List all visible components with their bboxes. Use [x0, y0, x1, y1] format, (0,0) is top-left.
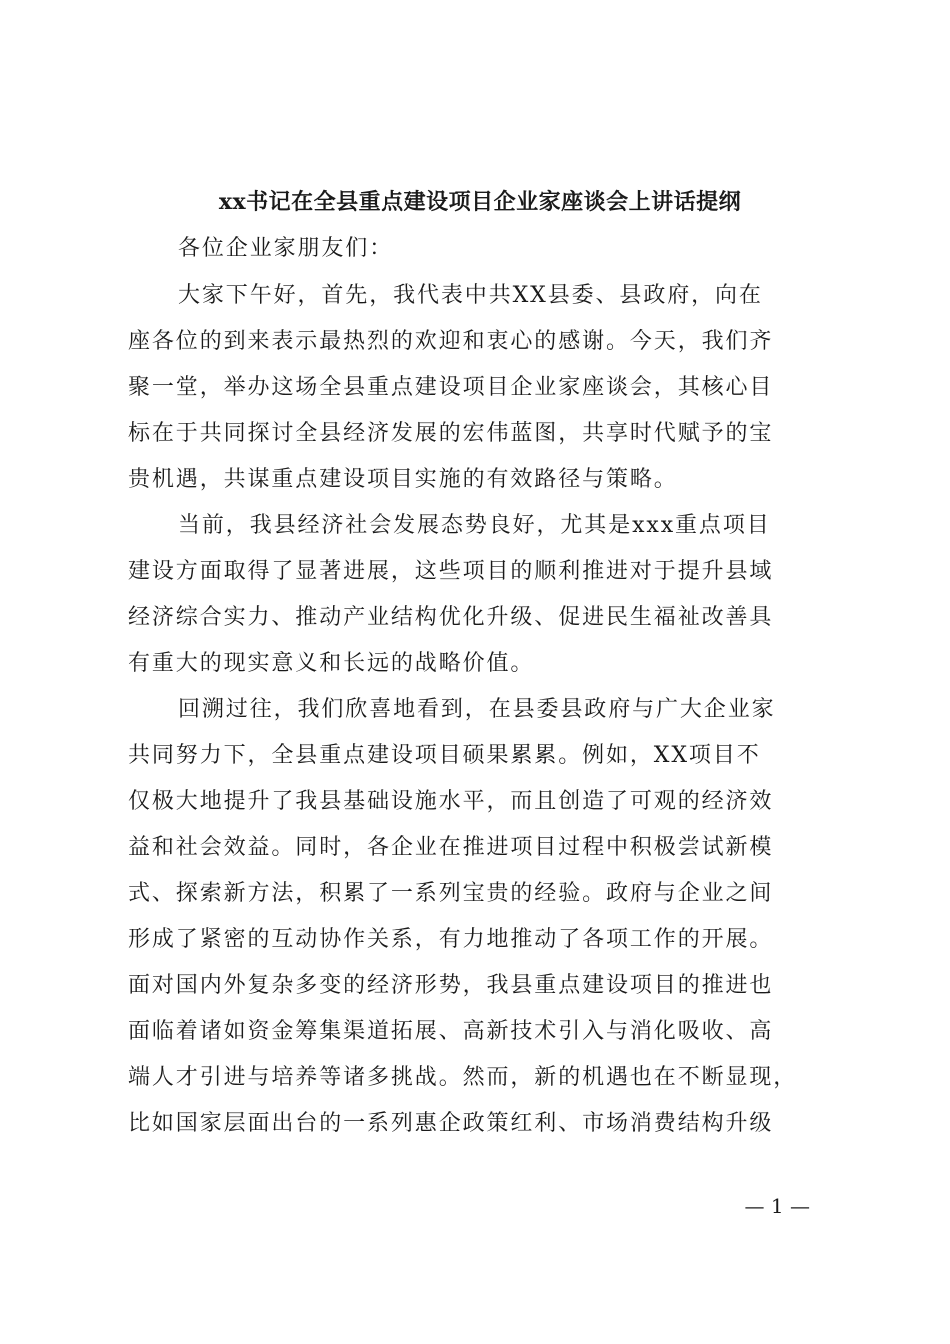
paragraph-3-line-3: 仅极大地提升了我县基础设施水平，而且创造了可观的经济效: [128, 789, 774, 814]
paragraph-3-line-5: 式、探索新方法，积累了一系列宝贵的经验。政府与企业之间: [128, 881, 774, 906]
paragraph-3-line-7: 面对国内外复杂多变的经济形势，我县重点建设项目的推进也: [128, 973, 774, 998]
paragraph-2-line-2: 建设方面取得了显著进展，这些项目的顺利推进对于提升县域: [128, 559, 774, 584]
paragraph-2-line-3: 经济综合实力、推动产业结构优化升级、促进民生福祉改善具: [128, 605, 774, 630]
paragraph-1-line-2: 座各位的到来表示最热烈的欢迎和衷心的感谢。今天，我们齐: [128, 329, 774, 354]
paragraph-1-line-1: 大家下午好，首先，我代表中共XX县委、县政府，向在: [178, 283, 763, 308]
paragraph-3-line-9: 端人才引进与培养等诸多挑战。然而，新的机遇也在不断显现，: [128, 1065, 798, 1090]
paragraph-1-line-5: 贵机遇，共谋重点建设项目实施的有效路径与策略。: [128, 467, 678, 492]
document-title: xx书记在全县重点建设项目企业家座谈会上讲话提纲: [218, 189, 742, 215]
paragraph-3-line-10: 比如国家层面出台的一系列惠企政策红利、市场消费结构升级: [128, 1111, 774, 1136]
paragraph-3-line-4: 益和社会效益。同时，各企业在推进项目过程中积极尝试新模: [128, 835, 774, 860]
paragraph-3-line-1: 回溯过往，我们欣喜地看到，在县委县政府与广大企业家: [178, 697, 776, 722]
paragraph-1-line-3: 聚一堂，举办这场全县重点建设项目企业家座谈会，其核心目: [128, 375, 774, 400]
paragraph-3-line-2: 共同努力下，全县重点建设项目硕果累累。例如，XX项目不: [128, 743, 761, 768]
paragraph-3-line-8: 面临着诸如资金筹集渠道拓展、高新技术引入与消化吸收、高: [128, 1019, 774, 1044]
page-number: — 1 —: [744, 1194, 810, 1218]
paragraph-2-line-1: 当前，我县经济社会发展态势良好，尤其是xxx重点项目: [178, 513, 771, 538]
paragraph-2-line-4: 有重大的现实意义和长远的战略价值。: [128, 651, 535, 676]
paragraph-1-line-4: 标在于共同探讨全县经济发展的宏伟蓝图，共享时代赋予的宝: [128, 421, 774, 446]
salutation: 各位企业家朋友们：: [178, 236, 394, 261]
paragraph-3-line-6: 形成了紧密的互动协作关系，有力地推动了各项工作的开展。: [128, 927, 774, 952]
